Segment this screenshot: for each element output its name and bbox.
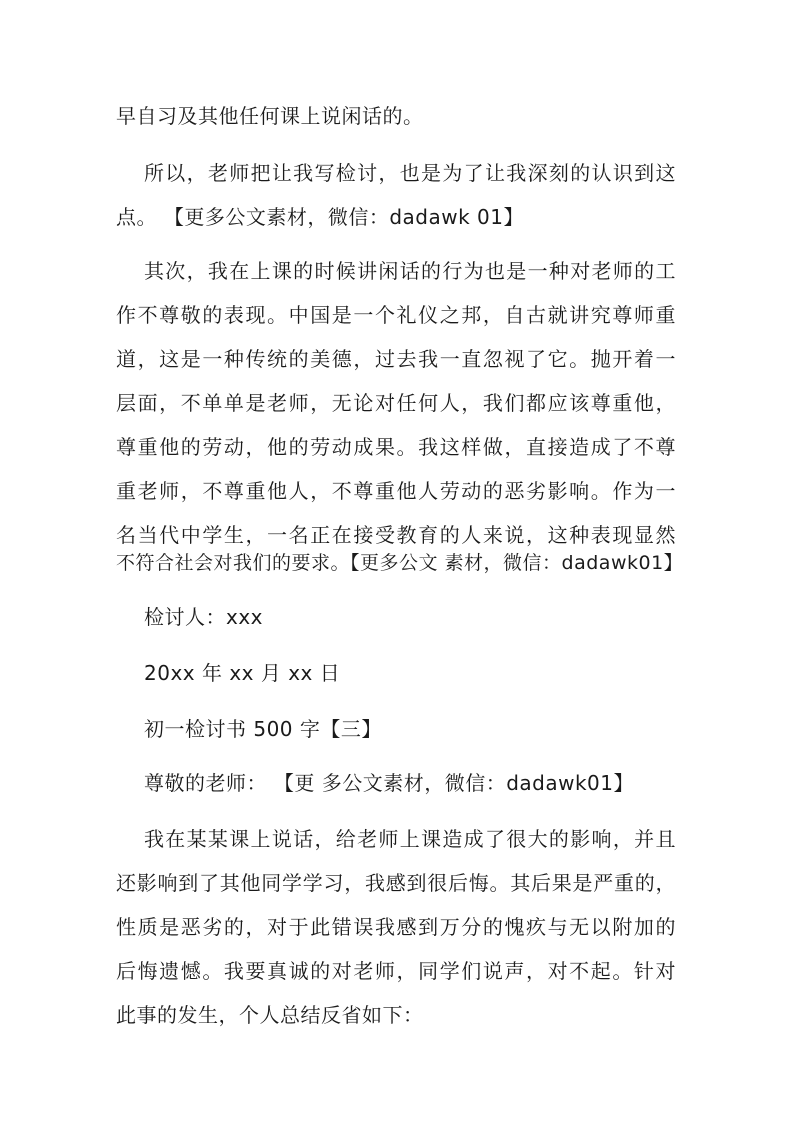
- text-line: 道，这是一种传统的美德，过去我一直忽视了它。抛开着一: [116, 347, 676, 371]
- text-line: 重老师，不尊重他人，不尊重他人劳动的恶劣影响。作为一: [116, 479, 676, 503]
- text-line: 性质是恶劣的，对于此错误我感到万分的愧疚与无以附加的: [116, 915, 676, 939]
- text-line: 作不尊敬的表现。中国是一个礼仪之邦，自古就讲究尊师重: [116, 303, 676, 327]
- text-line: 层面，不单单是老师，无论对任何人，我们都应该尊重他，: [116, 391, 676, 415]
- text-line: 其次，我在上课的时候讲闲话的行为也是一种对老师的工: [144, 259, 676, 283]
- text-line: 点。 【更多公文素材，微信：dadawk 01】: [116, 205, 525, 229]
- text-line: 还影响到了其他同学学习，我感到很后悔。其后果是严重的，: [116, 871, 676, 895]
- salutation-line: 尊敬的老师： 【更 多公文素材，微信：dadawk01】: [144, 771, 635, 795]
- text-line: 我在某某课上说话，给老师上课造成了很大的影响，并且: [144, 827, 676, 851]
- signature-line: 检讨人：xxx: [144, 605, 264, 629]
- text-line: 不符合社会对我们的要求。【更多公文 素材，微信：dadawk01】: [116, 552, 684, 574]
- section-heading: 初一检讨书 500 字【三】: [144, 717, 382, 741]
- date-line: 20xx 年 xx 月 xx 日: [144, 661, 341, 685]
- text-line: 名当代中学生，一名正在接受教育的人来说，这种表现显然: [116, 523, 676, 547]
- text-line: 尊重他的劳动，他的劳动成果。我这样做，直接造成了不尊: [116, 435, 676, 459]
- text-line: 后悔遗憾。我要真诚的对老师，同学们说声，对不起。针对: [116, 959, 676, 983]
- text-line: 所以，老师把让我写检讨，也是为了让我深刻的认识到这: [144, 161, 676, 185]
- text-line: 早自习及其他任何课上说闲话的。: [116, 104, 424, 128]
- text-line: 此事的发生，个人总结反省如下：: [116, 1003, 424, 1027]
